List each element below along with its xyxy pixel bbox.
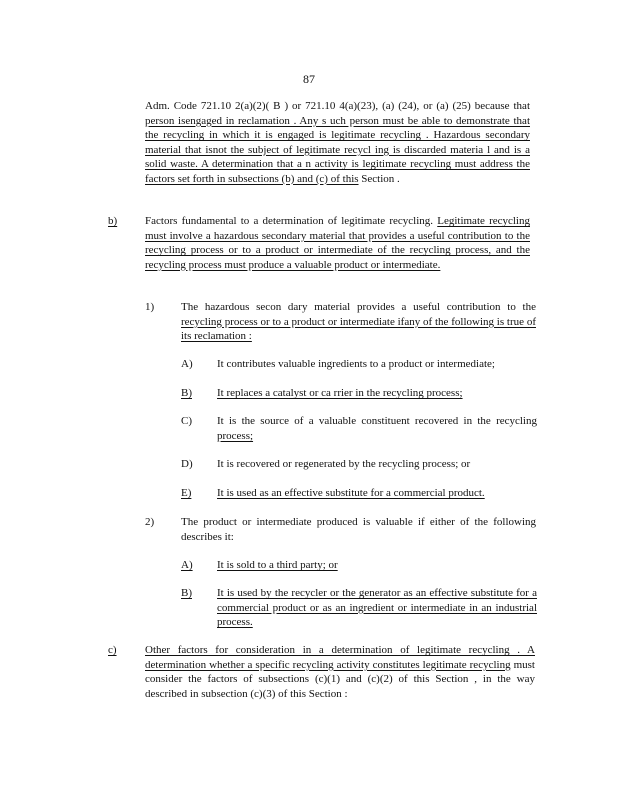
item-1d-text: It is recovered or regenerated by the recycling process; or <box>217 458 471 470</box>
section-c-paragraph <box>145 643 535 701</box>
section-c-text: must consider the factors of subsections (c)(1) and (c)(2) of this Section , in the way described in subsection (c)(3) of this Section : <box>145 658 535 700</box>
intro-text: Adm. Code 721.10 2(a)(2)( B ) or 721.10 4(a)(23), (a) (24), or (a) (25) because that <box>145 100 530 112</box>
item-1b-text: It replaces a catalyst or ca rrier in the recycling process; <box>217 387 463 399</box>
intro-tail-text: Section . <box>358 172 400 185</box>
item-1b-marker: B) <box>181 387 192 399</box>
item-1a-text: It contributes valuable ingredients to a product or intermediate; <box>217 358 495 370</box>
item-2b-marker: B) <box>181 587 192 599</box>
item-1-paragraph <box>181 300 536 344</box>
item-1c-paragraph <box>217 414 537 443</box>
item-2-text: The product or intermediate produced is valuable if either of the following describes it: <box>181 516 536 543</box>
section-b-paragraph <box>145 214 530 272</box>
item-1a-marker: A) <box>181 358 193 370</box>
item-1c-underlined-text: process; <box>217 429 254 442</box>
item-1e-marker: E) <box>181 487 192 499</box>
section-b-marker: b) <box>108 215 118 227</box>
item-1c-text: It is the source of a valuable constituent recovered in the recycling <box>217 415 537 427</box>
page-number: 87 <box>303 72 315 86</box>
item-2b-text: It is used by the recycler or the generator as an effective substitute for a commercial product or as an ingredient or intermediate in an industrial process. <box>217 587 537 628</box>
section-c-marker: c) <box>108 644 117 656</box>
item-1-text: The hazardous secon dary material provides a useful contribution to the <box>181 301 536 313</box>
item-1e-text: It is used as an effective substitute for a commercial product. <box>217 487 485 499</box>
item-2a-text: It is sold to a third party; or <box>217 559 338 571</box>
item-1c-marker: C) <box>181 415 192 427</box>
item-1-marker: 1) <box>145 301 155 313</box>
section-b-underlined-text: Legitimate recycling must involve a hazardous secondary material that provides a useful contribution to the recycling process or to a product or intermediate of the recycling process, and the recycling process must produce a valuable product or intermediate. <box>145 215 530 271</box>
intro-paragraph <box>145 99 530 186</box>
intro-underlined-text: person isengaged in reclamation . Any s uch person must be able to demonstrate that the recycling in which it is engaged is legitimate recycling . Hazardous secondary material that isnot the subject of legitimate recycl ing is discarded materia l and is a solid waste. A determination that a n activity is legitimate recycling must address the factors set forth in subsections (b) and (c) of this <box>145 114 530 185</box>
item-1-underlined-text: recycling process or to a product or intermediate ifany of the following is true of its reclamation : <box>181 315 536 342</box>
section-c-underlined-text: Other factors for consideration in a determination of legitimate recycling . A determination whether a specific recycling activity constitutes legitimate recycling <box>145 644 535 671</box>
item-2a-marker: A) <box>181 559 193 571</box>
item-1d-marker: D) <box>181 458 193 470</box>
section-b-text: Factors fundamental to a determination of legitimate recycling. <box>145 215 438 227</box>
item-2-marker: 2) <box>145 516 155 528</box>
